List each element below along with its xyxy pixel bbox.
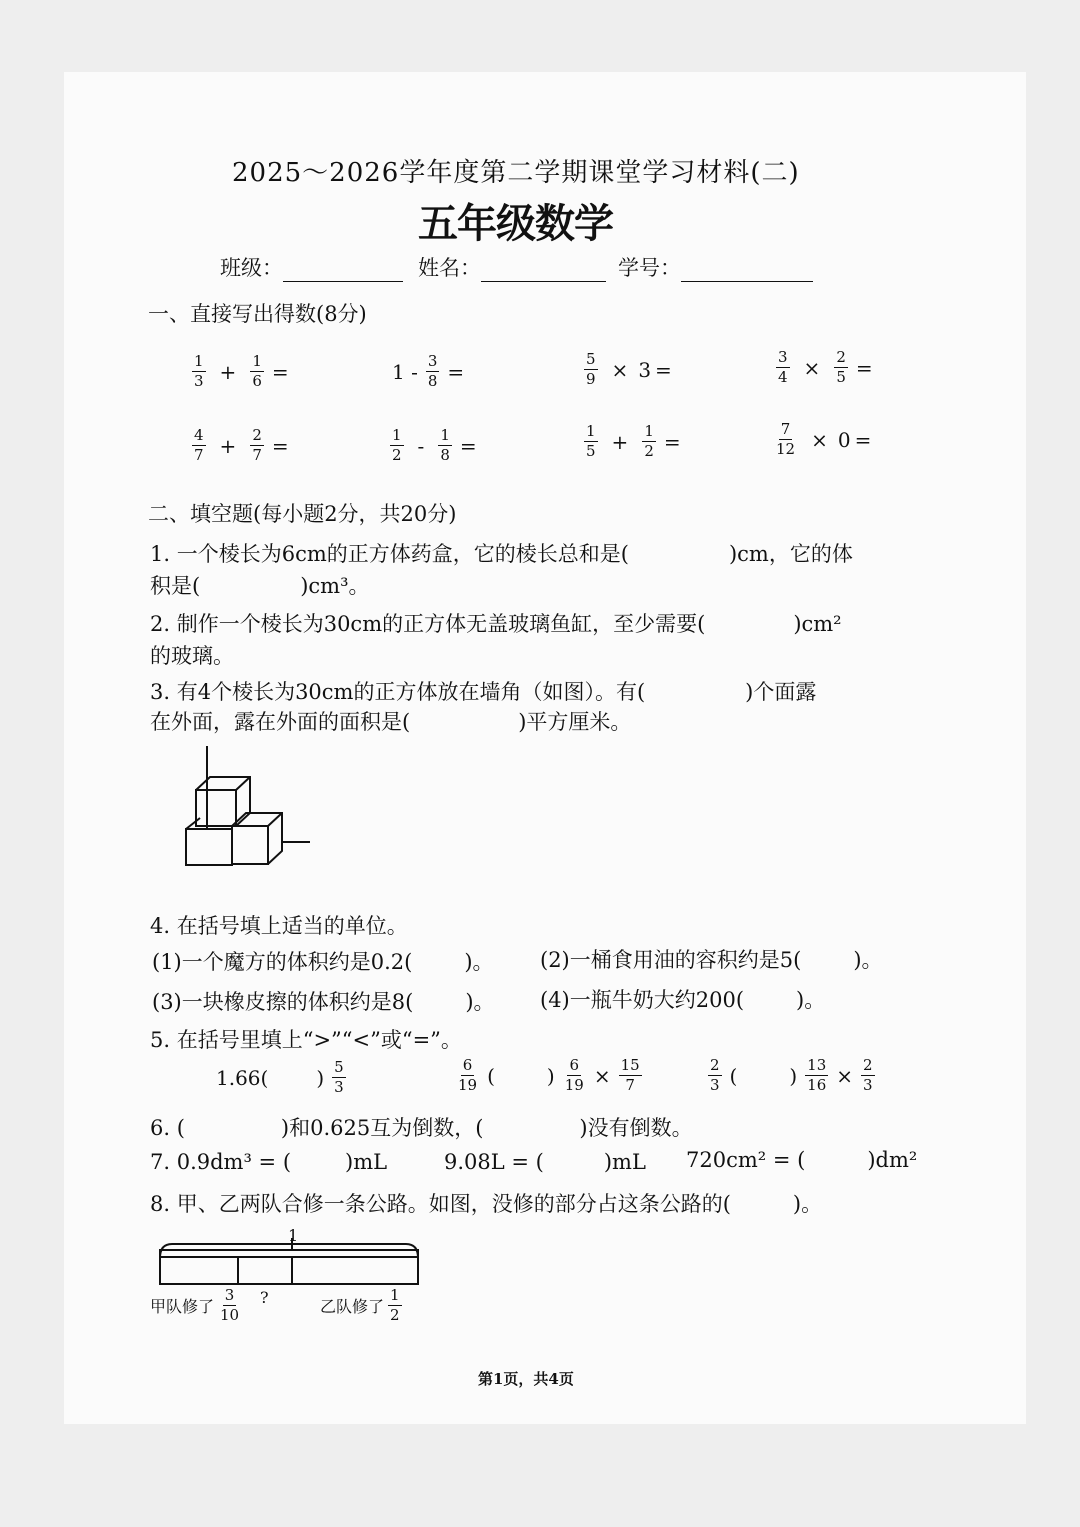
calc-item-2: 1 - $\frac{3}{8}$ = xyxy=(392,352,465,390)
question-6: 6. ( )和0.625互为倒数，( )没有倒数。 xyxy=(150,1116,693,1140)
fraction: $\frac{3}{10}$ xyxy=(220,1286,240,1324)
fraction: $\frac{6}{19}$ xyxy=(458,1056,478,1094)
fraction: $\frac{2}{3}$ xyxy=(863,1056,873,1094)
fraction: $\frac{5}{3}$ xyxy=(334,1058,344,1096)
fraction: $\frac{4}{7}$ xyxy=(194,426,204,464)
calc-item-6: $\frac{1}{2}$ - $\frac{1}{8}$ = xyxy=(392,426,477,464)
team-b-label: 乙队修了 $\frac{1}{2}$ xyxy=(320,1286,400,1324)
question-4: 4. 在括号填上适当的单位。 xyxy=(150,914,408,938)
question-4-2: (2)一桶食用油的容积约是5( )。 xyxy=(540,948,883,972)
class-label: 班级： xyxy=(220,256,283,280)
fraction: $\frac{1}{5}$ xyxy=(586,422,596,460)
fraction: $\frac{7}{12}$ xyxy=(776,420,796,458)
compare-item-2: $\frac{6}{19}$ ( ) $\frac{6}{19}$ × $\frac{15}{7}$ xyxy=(458,1056,640,1094)
page-number: 第1页，共4页 xyxy=(478,1370,574,1388)
calc-item-4: $\frac{3}{4}$ × $\frac{2}{5}$ = xyxy=(778,348,873,386)
section1-heading: 一、直接写出得数(8分) xyxy=(148,302,367,326)
fraction: $\frac{1}{3}$ xyxy=(194,352,204,390)
question-4-3: (3)一块橡皮擦的体积约是8( )。 xyxy=(152,990,495,1014)
fraction: $\frac{1}{8}$ xyxy=(440,426,450,464)
calc-item-7: $\frac{1}{5}$ + $\frac{1}{2}$ = xyxy=(586,422,681,460)
question-7-c: 720cm² = ( )dm² xyxy=(686,1148,918,1172)
question-8: 8. 甲、乙两队合修一条公路。如图，没修的部分占这条公路的( )。 xyxy=(150,1192,823,1216)
team-a-label: 甲队修了 $\frac{3}{10}$ xyxy=(150,1286,240,1324)
calc-item-5: $\frac{4}{7}$ + $\frac{2}{7}$ = xyxy=(194,426,289,464)
fraction: $\frac{6}{19}$ xyxy=(564,1056,584,1094)
question-2-line2: 的玻璃。 xyxy=(150,644,234,668)
question-7-b: 9.08L = ( )mL xyxy=(444,1150,646,1174)
fraction: $\frac{1}{6}$ xyxy=(252,352,262,390)
question-1-line2: 积是( )cm³。 xyxy=(150,574,370,598)
calc-item-3: $\frac{5}{9}$ × 3 = xyxy=(586,350,672,388)
section2-heading: 二、填空题(每小题2分，共20分) xyxy=(148,502,457,526)
fraction: $\frac{15}{7}$ xyxy=(620,1056,640,1094)
diagram-total-label: 1 xyxy=(288,1226,299,1245)
worksheet-title: 2025～2026学年度第二学期课堂学习材料(二) xyxy=(232,158,800,188)
fraction: $\frac{3}{8}$ xyxy=(427,352,438,390)
fraction: $\frac{1}{2}$ xyxy=(644,422,654,460)
fraction: $\frac{3}{4}$ xyxy=(778,348,788,386)
calc-item-8: $\frac{7}{12}$ × 0 = xyxy=(776,420,872,458)
fraction: $\frac{1}{2}$ xyxy=(392,426,402,464)
compare-item-1: 1.66( ) $\frac{5}{3}$ xyxy=(216,1058,344,1096)
calc-item-1: $\frac{1}{3}$ + $\frac{1}{6}$ = xyxy=(194,352,289,390)
worksheet-subtitle: 五年级数学 xyxy=(418,201,613,247)
compare-item-3: $\frac{2}{3}$ ( ) $\frac{13}{16}$ × $\frac{2}{3}$ xyxy=(710,1056,873,1094)
question-7: 7. 0.9dm³ = ( )mL xyxy=(150,1150,388,1174)
unknown-part-label: ? xyxy=(260,1288,269,1307)
question-2-line1: 2. 制作一个棱长为30cm的正方体无盖玻璃鱼缸，至少需要( )cm² xyxy=(150,612,842,636)
fraction: $\frac{2}{3}$ xyxy=(710,1056,720,1094)
fraction: $\frac{5}{9}$ xyxy=(586,350,596,388)
number-label: 学号： xyxy=(618,256,681,280)
question-5: 5. 在括号里填上“>”“<”或“=”。 xyxy=(150,1028,462,1052)
question-4-1: (1)一个魔方的体积约是0.2( )。 xyxy=(152,950,494,974)
question-1-line1: 1. 一个棱长为6cm的正方体药盒，它的棱长总和是( )cm，它的体 xyxy=(150,542,853,566)
fraction: $\frac{1}{2}$ xyxy=(390,1286,400,1324)
question-3-line1: 3. 有4个棱长为30cm的正方体放在墙角（如图）。有( )个面露 xyxy=(150,680,817,704)
fraction: $\frac{2}{5}$ xyxy=(836,348,846,386)
fraction: $\frac{2}{7}$ xyxy=(252,426,262,464)
fraction: $\frac{13}{16}$ xyxy=(807,1056,827,1094)
question-3-line2: 在外面，露在外面的面积是( )平方厘米。 xyxy=(150,710,632,734)
question-4-4: (4)一瓶牛奶大约200( )。 xyxy=(540,988,826,1012)
name-label: 姓名： xyxy=(418,256,481,280)
